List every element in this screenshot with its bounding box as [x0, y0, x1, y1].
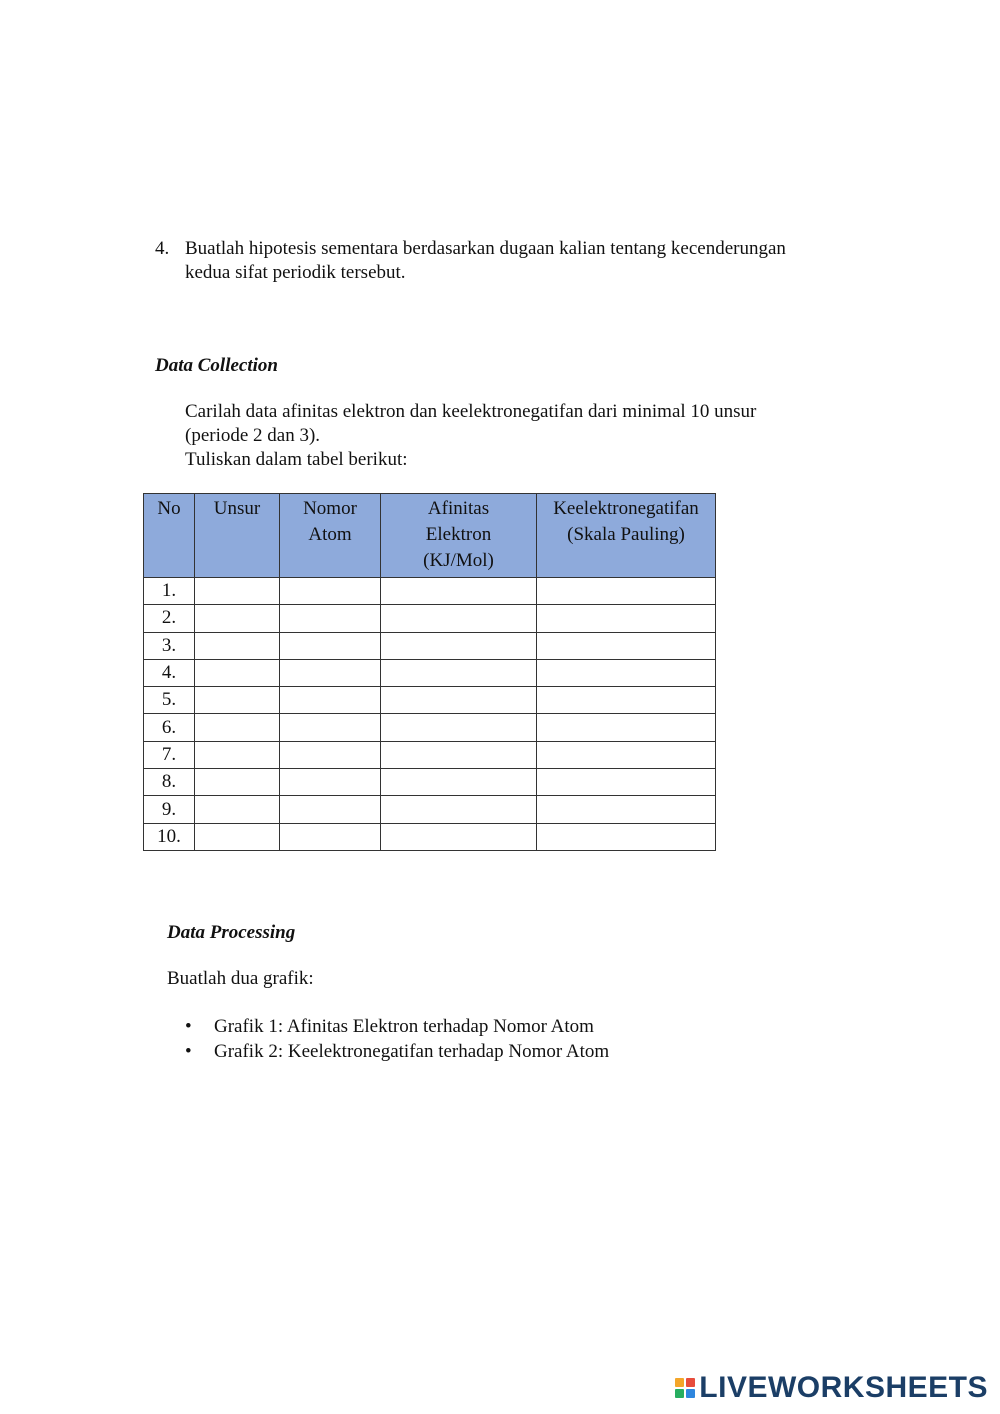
column-header-line: Afinitas: [427, 498, 490, 519]
empty-cell[interactable]: [195, 578, 280, 605]
bullet-icon: •: [185, 1016, 192, 1037]
table-row: [144, 796, 716, 823]
empty-cell[interactable]: [280, 796, 381, 823]
empty-cell[interactable]: [195, 823, 280, 850]
question-number: 4.: [155, 238, 170, 259]
empty-cell[interactable]: [280, 605, 381, 632]
empty-cell[interactable]: [537, 714, 716, 741]
table-row: [144, 714, 716, 741]
empty-cell[interactable]: [537, 769, 716, 796]
row-number: 3.: [144, 632, 195, 659]
table-row: [144, 769, 716, 796]
column-header: [537, 494, 716, 578]
row-number: 10.: [144, 823, 195, 850]
column-header: [195, 494, 280, 578]
graph-item-text: Grafik 1: Afinitas Elektron terhadap Nomor Atom: [214, 1016, 594, 1037]
empty-cell[interactable]: [195, 714, 280, 741]
column-header-line: (Skala Pauling): [567, 524, 685, 545]
row-number: 8.: [144, 769, 195, 796]
graph-item-text: Grafik 2: Keelektronegatifan terhadap Nomor Atom: [214, 1041, 610, 1062]
empty-cell[interactable]: [381, 687, 537, 714]
row-number: 1.: [144, 578, 195, 605]
empty-cell[interactable]: [537, 823, 716, 850]
empty-cell[interactable]: [381, 796, 537, 823]
empty-cell[interactable]: [381, 714, 537, 741]
logo-text: LIVEWORKSHEETS: [699, 1371, 988, 1404]
empty-cell[interactable]: [381, 578, 537, 605]
list-item: [185, 1015, 609, 1040]
logo-square: [675, 1378, 684, 1387]
instruction-line-1: Carilah data afinitas elektron dan keelektronegatifan dari minimal 10 unsur: [185, 401, 757, 422]
empty-cell[interactable]: [195, 687, 280, 714]
row-number: 7.: [144, 741, 195, 768]
empty-cell[interactable]: [537, 741, 716, 768]
data-table: [143, 493, 716, 851]
empty-cell[interactable]: [537, 605, 716, 632]
empty-cell[interactable]: [280, 578, 381, 605]
empty-cell[interactable]: [537, 578, 716, 605]
data-collection-instructions: [185, 400, 835, 472]
data-processing-heading: Data Processing: [167, 922, 296, 943]
table-row: [144, 659, 716, 686]
empty-cell[interactable]: [195, 659, 280, 686]
column-header: [280, 494, 381, 578]
row-number: 9.: [144, 796, 195, 823]
empty-cell[interactable]: [195, 605, 280, 632]
empty-cell[interactable]: [537, 632, 716, 659]
logo-square: [686, 1389, 695, 1398]
empty-cell[interactable]: [195, 796, 280, 823]
question-text: [185, 237, 855, 285]
column-header: [381, 494, 537, 578]
empty-cell[interactable]: [381, 769, 537, 796]
empty-cell[interactable]: [280, 769, 381, 796]
table-row: [144, 578, 716, 605]
data-processing-intro: Buatlah dua grafik:: [167, 968, 314, 989]
empty-cell[interactable]: [280, 741, 381, 768]
empty-cell[interactable]: [537, 659, 716, 686]
column-header-line: (KJ/Mol): [423, 550, 494, 571]
empty-cell[interactable]: [280, 823, 381, 850]
logo-square: [675, 1389, 684, 1398]
table-row: [144, 632, 716, 659]
row-number: 6.: [144, 714, 195, 741]
empty-cell[interactable]: [381, 741, 537, 768]
column-header-line: No: [157, 498, 181, 519]
empty-cell[interactable]: [381, 659, 537, 686]
empty-cell[interactable]: [381, 632, 537, 659]
table-row: [144, 741, 716, 768]
column-header-line: Unsur: [213, 498, 261, 519]
column-header-line: Keelektronegatifan: [553, 498, 699, 519]
empty-cell[interactable]: [381, 605, 537, 632]
column-header-line: Elektron: [425, 524, 492, 545]
data-collection-heading: Data Collection: [155, 355, 278, 376]
column-header-line: Nomor: [303, 498, 357, 519]
liveworksheets-logo: [675, 1371, 988, 1404]
empty-cell[interactable]: [280, 659, 381, 686]
logo-icon: [675, 1378, 695, 1398]
row-number: 2.: [144, 605, 195, 632]
empty-cell[interactable]: [280, 687, 381, 714]
empty-cell[interactable]: [381, 823, 537, 850]
bullet-icon: •: [185, 1041, 192, 1062]
table-header-row: [144, 494, 716, 578]
empty-cell[interactable]: [537, 687, 716, 714]
column-header-line: Atom: [308, 524, 352, 545]
logo-square: [686, 1378, 695, 1387]
table-row: [144, 605, 716, 632]
instruction-line-2: (periode 2 dan 3).: [185, 425, 321, 446]
empty-cell[interactable]: [537, 796, 716, 823]
table-row: [144, 687, 716, 714]
table-body: [144, 578, 716, 851]
graph-list: [185, 1015, 609, 1065]
instruction-line-3: Tuliskan dalam tabel berikut:: [185, 449, 408, 470]
row-number: 4.: [144, 659, 195, 686]
row-number: 5.: [144, 687, 195, 714]
column-header: [144, 494, 195, 578]
list-item: [185, 1040, 609, 1065]
empty-cell[interactable]: [195, 632, 280, 659]
empty-cell[interactable]: [195, 741, 280, 768]
question-line-1: Buatlah hipotesis sementara berdasarkan dugaan kalian tentang kecenderungan: [185, 238, 786, 259]
table-row: [144, 823, 716, 850]
empty-cell[interactable]: [280, 632, 381, 659]
question-line-2: kedua sifat periodik tersebut.: [185, 262, 406, 283]
empty-cell[interactable]: [280, 714, 381, 741]
empty-cell[interactable]: [195, 769, 280, 796]
